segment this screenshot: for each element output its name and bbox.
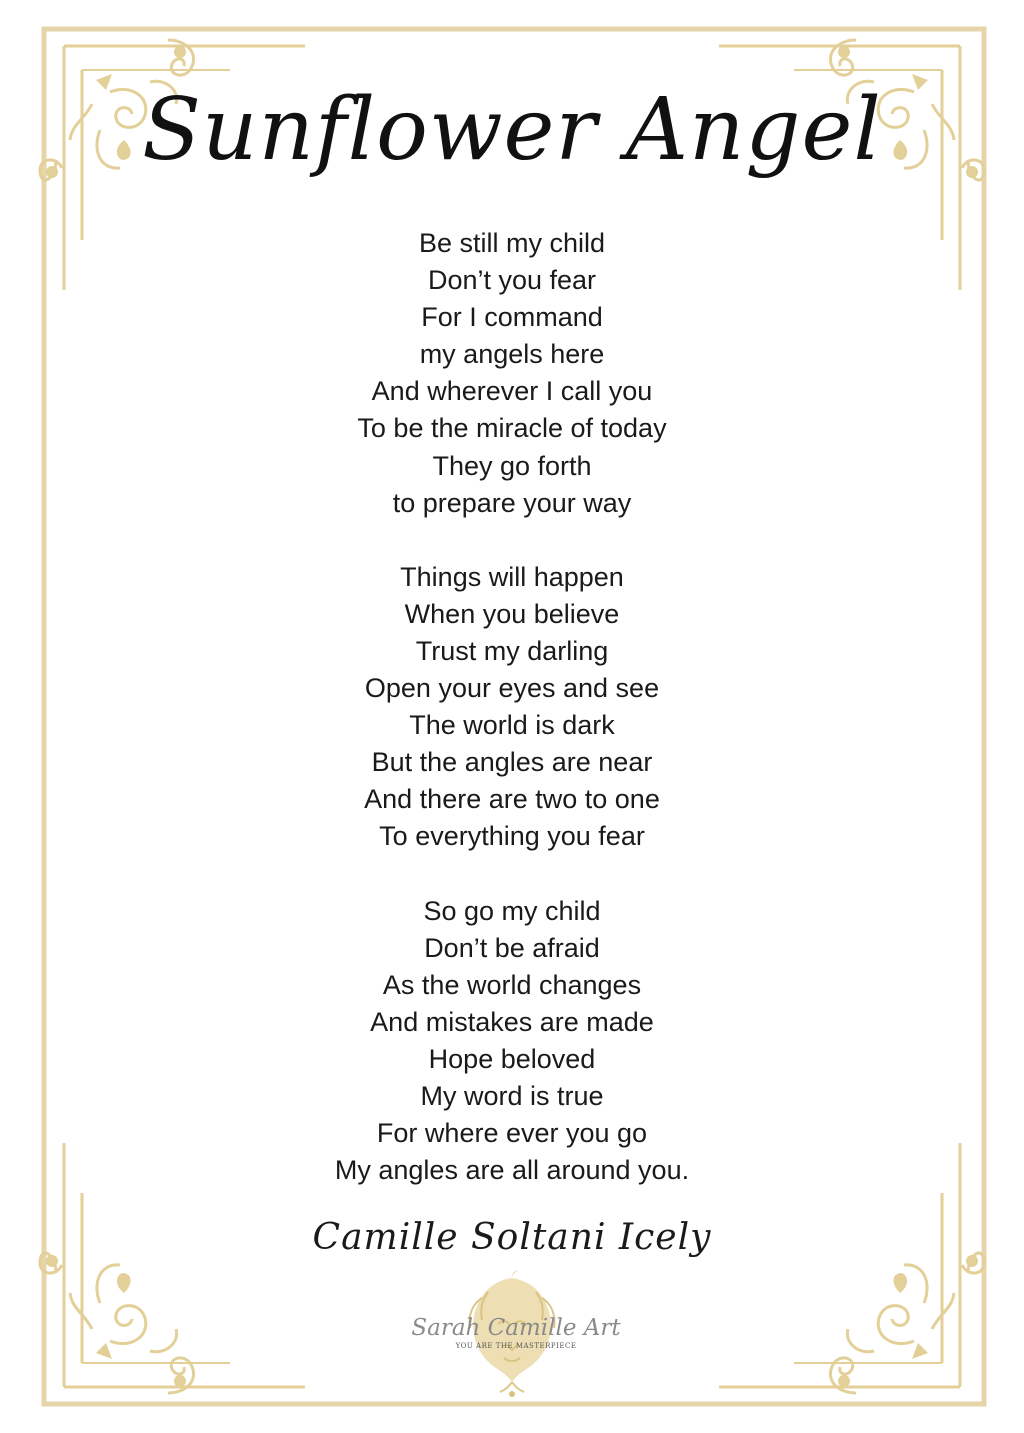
poem-line: And wherever I call you xyxy=(371,376,653,407)
poem-line: Be still my child xyxy=(418,228,606,258)
poem-line: They go forth xyxy=(432,450,592,481)
poem-line: Hope beloved xyxy=(428,1043,596,1074)
poem-line: But the angles are near xyxy=(371,747,653,778)
stanza-2 xyxy=(0,559,1024,856)
poem-line: As the world changes xyxy=(382,969,642,1000)
poem-line: The world is dark xyxy=(409,710,615,741)
poem-line: Don’t be afraid xyxy=(424,932,600,963)
poem-line: My word is true xyxy=(420,1080,604,1111)
poem-title: Sunflower Angel xyxy=(142,80,882,180)
poem-line: my angels here xyxy=(419,339,605,370)
poem-line: Things will happen xyxy=(400,561,624,592)
poem-line: And there are two to one xyxy=(364,784,660,815)
poem-line: To be the miracle of today xyxy=(357,413,667,444)
logo-brand-name: Sarah Camille Art xyxy=(411,1315,621,1341)
poem-line: For I command xyxy=(421,302,603,333)
poem-line: Open your eyes and see xyxy=(364,673,660,704)
poem-line: to prepare your way xyxy=(392,487,632,518)
author-signature: Camille Soltani Icely xyxy=(312,1217,712,1258)
poem-line: For where ever you go xyxy=(376,1118,648,1149)
poem-line: And mistakes are made xyxy=(370,1006,654,1037)
poem-line: Don’t you fear xyxy=(427,265,597,296)
stanza-3 xyxy=(0,893,1024,1190)
stanza-1 xyxy=(0,225,1024,522)
logo-tagline: YOU ARE THE MASTERPIECE xyxy=(455,1342,577,1350)
poem-line: Trust my darling xyxy=(415,635,609,666)
poem-line: My angles are all around you. xyxy=(334,1155,690,1186)
poem-line: So go my child xyxy=(423,895,601,926)
poem-line: When you believe xyxy=(404,598,620,629)
poem-line: To everything you fear xyxy=(379,821,645,852)
poem-body xyxy=(0,225,1024,1226)
